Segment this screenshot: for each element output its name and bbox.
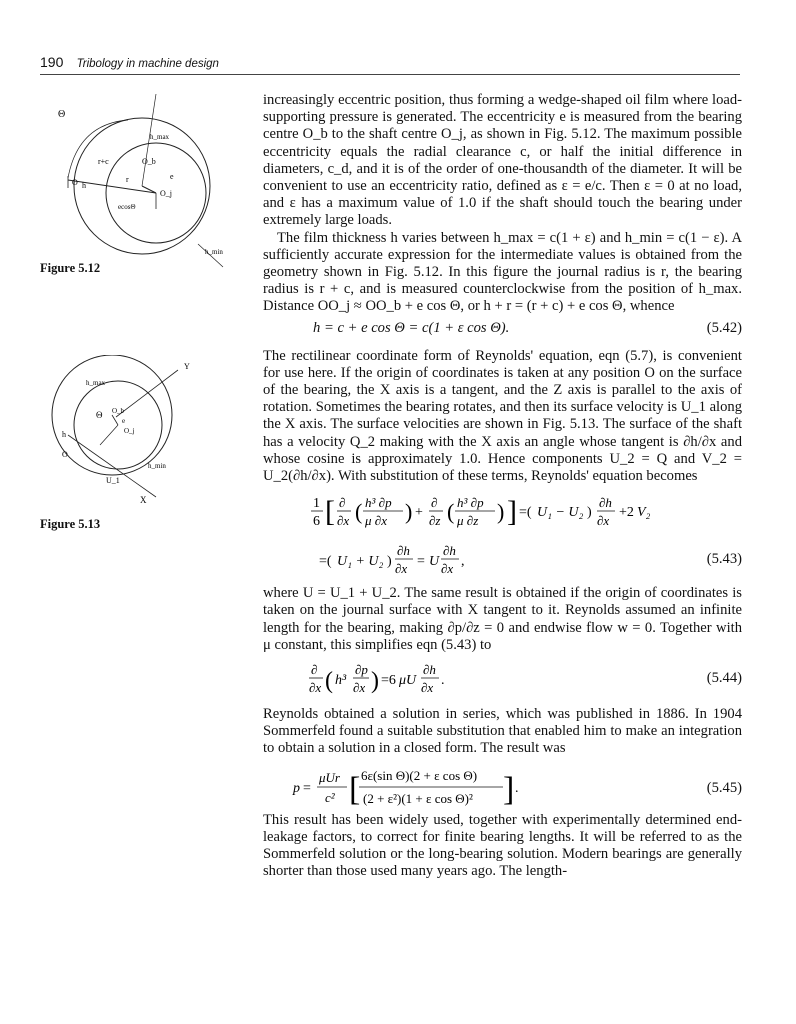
svg-text:): ) <box>371 668 379 695</box>
fig513-hmin-label: h_min <box>148 462 166 470</box>
figure-5-12-caption: Figure 5.12 <box>40 261 101 275</box>
svg-text:=: = <box>417 554 425 570</box>
fig512-hmin-label: h_min <box>205 248 223 256</box>
fig512-h-label: h <box>82 181 86 190</box>
svg-text:∂: ∂ <box>339 495 346 511</box>
figure-5-13-caption: Figure 5.13 <box>40 517 101 531</box>
svg-text:+2: +2 <box>619 505 634 521</box>
svg-text:U: U <box>429 554 440 570</box>
svg-text:∂x: ∂x <box>395 561 408 577</box>
svg-text:(: ( <box>355 499 363 525</box>
body-text <box>263 92 742 881</box>
svg-text:.: . <box>441 673 445 689</box>
fig513-u1-label: U_1 <box>106 476 120 485</box>
equation-5-45 <box>263 758 742 812</box>
svg-text:=6: =6 <box>381 673 396 689</box>
svg-text:): ) <box>587 505 592 521</box>
svg-text:h³ ∂p: h³ ∂p <box>365 495 392 511</box>
figure-5-13 <box>38 355 263 515</box>
svg-text:h³: h³ <box>335 673 347 689</box>
fig513-o-label: O <box>62 450 68 459</box>
svg-text:p: p <box>293 780 300 796</box>
svg-text:.: . <box>515 780 519 796</box>
fig513-oj-label: O_j <box>124 427 135 435</box>
fig513-x-label: X <box>140 495 147 505</box>
svg-text:]: ] <box>503 770 515 808</box>
fig512-o-label: O <box>72 178 78 187</box>
svg-text:∂h: ∂h <box>423 662 436 678</box>
svg-text:μ ∂z: μ ∂z <box>457 513 479 529</box>
svg-text:=(: =( <box>519 505 532 521</box>
equation-5-42-number: (5.42) <box>706 319 742 336</box>
fig512-hmax-label: h_max <box>150 133 170 141</box>
svg-text:∂z: ∂z <box>429 513 441 529</box>
svg-text:∂: ∂ <box>431 495 438 511</box>
svg-text:∂h: ∂h <box>443 543 456 559</box>
svg-text:U₁ + U₂: U₁ + U₂ <box>337 554 384 570</box>
fig513-theta-label: Θ <box>96 410 103 420</box>
svg-text:+: + <box>415 505 423 521</box>
equation-5-45-graphic <box>263 758 742 812</box>
svg-text:∂p: ∂p <box>355 662 368 678</box>
svg-text:): ) <box>405 499 413 525</box>
svg-text:∂x: ∂x <box>353 680 366 696</box>
fig513-e-label: e <box>122 417 126 425</box>
page-header <box>40 54 219 71</box>
equation-5-43-graphic <box>263 485 742 585</box>
paragraph-5: Reynolds obtained a solution in series, which was published in 1886. In 1904 Sommerfeld found a suitable substitution that enabled him to make an integration to obtain a solution in a closed form. The result was <box>263 706 742 757</box>
svg-text:∂x: ∂x <box>337 513 350 529</box>
fig512-oj-label: O_j <box>160 189 172 198</box>
svg-text:h³ ∂p: h³ ∂p <box>457 495 484 511</box>
figure-5-12 <box>38 84 263 279</box>
svg-text:6: 6 <box>313 514 320 530</box>
svg-text:): ) <box>497 499 505 525</box>
equation-5-45-number: (5.45) <box>706 779 742 796</box>
svg-text:∂h: ∂h <box>397 543 410 559</box>
fig513-h-label: h <box>62 430 66 439</box>
paragraph-4: where U = U_1 + U_2. The same result is obtained if the origin of coordinates is taken on the journal surface with X tangent to it. Reynolds assumed an infinite length for the bearing, making ∂p/∂z = 0 and endwise flow w = 0. Together with μ constant, this simplifies eqn (5.43) to <box>263 585 742 653</box>
svg-text:∂x: ∂x <box>309 680 322 696</box>
equation-5-43 <box>263 485 742 585</box>
paragraph-2: The film thickness h varies between h_max = c(1 + ε) and h_min = c(1 − ε). A sufficiently accurate expression for the intermediate values is obtained from the geometry shown in Fig. 5.12. In this figure the journal radius is r, the bearing radius is r + c, and is measured counterclockwise from the position of h_max. Distance OO_j ≈ OO_b + e cos Θ, or h + r = (r + c) + e cos Θ, whence <box>263 229 742 315</box>
svg-text:[: [ <box>325 495 335 529</box>
svg-text:(: ( <box>447 499 455 525</box>
svg-text:∂x: ∂x <box>421 680 434 696</box>
svg-text:μUr: μUr <box>319 769 340 785</box>
equation-5-44-graphic <box>263 654 742 706</box>
equation-5-44 <box>263 654 742 706</box>
svg-text:]: ] <box>507 495 517 529</box>
svg-text:=(: =( <box>319 554 332 570</box>
svg-text:μU: μU <box>399 673 417 689</box>
svg-text:U₁ − U₂: U₁ − U₂ <box>537 505 584 521</box>
fig512-ecos-label: ecosΘ <box>118 203 136 211</box>
svg-text:c²: c² <box>325 789 335 805</box>
fig512-e-label: e <box>170 172 174 181</box>
svg-text:): ) <box>387 554 392 570</box>
fig512-theta-label: Θ <box>58 109 66 120</box>
equation-5-43-number: (5.43) <box>706 551 742 568</box>
fig512-rc-label: r+c <box>98 157 109 166</box>
equation-5-42 <box>263 320 742 344</box>
svg-text:∂x: ∂x <box>597 513 610 529</box>
fig512-r-label: r <box>126 175 129 184</box>
header-rule <box>40 74 740 75</box>
svg-text:[: [ <box>349 770 361 808</box>
paragraph-1: increasingly eccentric position, thus forming a wedge-shaped oil film where load-supporting pressure is generated. The eccentricity e is measured from the bearing centre O_b to the shaft centre O_j, as shown in Fig. 5.12. The maximum possible eccentricity equals the radial clearance c, or half the initial difference in diameters, c_d, and it is of the order of one-thousandth of the diameter. It will be convenient to use an eccentricity ratio, defined as ε = e/c. Then ε = 0 at no load, and ε has a maximum value of 1.0 if the shaft should touch the bearing under extremely large loads. <box>263 92 742 229</box>
svg-text:=: = <box>303 780 311 796</box>
svg-text:(2 + ε²)(1 + ε cos Θ)²: (2 + ε²)(1 + ε cos Θ)² <box>363 790 473 806</box>
svg-text:V₂: V₂ <box>637 505 651 521</box>
running-title: Tribology in machine design <box>76 58 219 70</box>
fig513-ob-label: O_b <box>112 407 125 415</box>
svg-text:∂h: ∂h <box>599 495 612 511</box>
equation-5-42-body: h = c + e cos Θ = c(1 + ε cos Θ). <box>313 319 510 336</box>
paragraph-6: This result has been widely used, together with experimentally determined end-leakage factors, to correct for finite bearing lengths. It will be referred to as the Sommerfeld solution or the long-bearing solution. Modern bearings are generally shorter than those used many years ago. The length- <box>263 811 742 880</box>
svg-text:∂: ∂ <box>311 662 318 678</box>
fig513-hmax-label: h_max <box>86 379 106 387</box>
fig513-y-label: Y <box>184 362 190 371</box>
svg-text:(: ( <box>325 668 333 695</box>
fig512-ob-label: O_b <box>142 157 156 166</box>
svg-text:μ ∂x: μ ∂x <box>365 513 387 529</box>
page-number: 190 <box>40 54 64 70</box>
equation-5-44-number: (5.44) <box>706 670 742 687</box>
svg-text:,: , <box>461 554 465 570</box>
svg-text:6ε(sin Θ)(2 + ε cos Θ): 6ε(sin Θ)(2 + ε cos Θ) <box>361 767 478 783</box>
paragraph-3: The rectilinear coordinate form of Reynolds' equation, eqn (5.7), is convenient for use here. If the origin of coordinates is taken at any position O on the surface of the bearing, the X axis is a tangent, and the Z axis is parallel to the axis of rotation. Sometimes the bearing rotates, and then its surface velocity is U_1 along the X axis. The surface velocities are shown in Fig. 5.13. The surface of the shaft has a velocity Q_2 making with the X axis an angle whose tangent is ∂h/∂x and whose cosine is approximately 1.0. Hence components U_2 = Q and V_2 = U_2(∂h/∂x). With substitution of these terms, Reynolds' equation becomes <box>263 347 742 485</box>
svg-text:∂x: ∂x <box>441 561 454 577</box>
svg-text:1: 1 <box>313 496 320 512</box>
